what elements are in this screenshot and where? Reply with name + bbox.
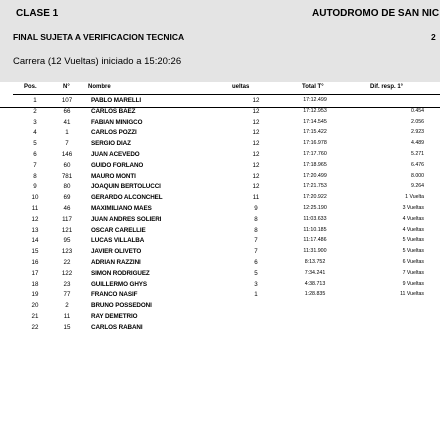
table-row — [0, 118, 440, 129]
cell-pos: 13 — [31, 226, 39, 234]
cell-pos: 8 — [33, 172, 37, 180]
cell-total-time: 8:13.752 — [304, 259, 326, 265]
cell-diff: 9 Vueltas — [402, 280, 424, 287]
table-row — [0, 107, 440, 118]
cell-pos: 17 — [31, 269, 39, 277]
cell-pos: 2 — [33, 107, 37, 115]
cell-diff: 11 Vueltas — [400, 291, 424, 298]
col-laps: ueltas — [232, 84, 250, 90]
cell-diff: 7 Vueltas — [402, 269, 424, 276]
cell-name: JUAN ACEVEDO — [91, 151, 140, 158]
col-total: Total T° — [302, 84, 324, 90]
class-label: CLASE 1 — [16, 8, 59, 19]
cell-name: PABLO MARELLI — [91, 97, 142, 104]
cell-diff: 2.923 — [411, 129, 424, 136]
cell-number: 77 — [63, 291, 71, 299]
cell-number: 1 — [65, 129, 69, 137]
cell-total-time: 1:28.835 — [304, 291, 326, 298]
cell-total-time: 17:12.953 — [303, 107, 327, 114]
cell-diff: 5 Vueltas — [402, 237, 424, 244]
cell-pos: 10 — [31, 194, 39, 202]
cell-total-time: 11:03.633 — [303, 215, 327, 222]
cell-diff: 0.454 — [411, 107, 424, 114]
cell-number: 95 — [63, 237, 71, 245]
cell-name: CARLOS BAEZ — [91, 107, 136, 115]
cell-name: OSCAR CARELLIE — [91, 226, 146, 234]
cell-name: CARLOS RABANI — [91, 323, 143, 331]
cell-total-time: 17:18.965 — [303, 161, 327, 168]
cell-pos: 20 — [31, 302, 39, 310]
table-row — [0, 193, 440, 204]
table-row — [0, 182, 440, 193]
cell-number: 41 — [63, 118, 71, 126]
cell-name: RAY DEMETRIO — [91, 313, 138, 320]
track-label: AUTODROMO DE SAN NIC — [312, 8, 440, 19]
cell-pos: 4 — [33, 129, 37, 137]
cell-number: 60 — [63, 161, 71, 169]
cell-number: 146 — [61, 151, 73, 158]
col-num: N° — [63, 84, 70, 90]
table-row — [0, 204, 440, 215]
cell-pos: 19 — [31, 291, 39, 299]
cell-total-time: 7:34.241 — [304, 269, 326, 276]
cell-laps: 11 — [252, 194, 260, 202]
page-number: 2 — [431, 32, 436, 42]
cell-diff: 9.264 — [411, 183, 424, 190]
cell-pos: 6 — [33, 151, 37, 158]
cell-diff: 5.271 — [411, 151, 424, 157]
cell-laps: 8 — [254, 215, 258, 223]
cell-number: 123 — [61, 248, 73, 256]
cell-pos: 11 — [31, 205, 39, 212]
table-row — [0, 139, 440, 150]
cell-number: 66 — [63, 107, 71, 115]
cell-name: SIMON RODRIGUEZ — [91, 269, 150, 277]
cell-diff: 1 Vuelta — [405, 194, 424, 201]
cell-pos: 22 — [31, 323, 39, 331]
cell-number: 15 — [63, 323, 71, 331]
cell-laps: 12 — [252, 118, 260, 126]
cell-name: JOAQUIN BERTOLUCCI — [91, 183, 161, 191]
cell-number: 80 — [63, 183, 71, 191]
cell-laps: 8 — [254, 226, 258, 234]
cell-laps: 12 — [252, 161, 260, 169]
cell-number: 2 — [65, 302, 69, 310]
cell-total-time: 11:17.486 — [303, 237, 327, 244]
cell-diff: 4.489 — [411, 140, 424, 147]
cell-total-time: 17:16.978 — [303, 140, 327, 147]
cell-diff: 4 Vueltas — [402, 226, 424, 233]
column-headers — [0, 84, 440, 94]
cell-total-time: 17:21.753 — [303, 183, 327, 190]
cell-number: 69 — [63, 194, 71, 202]
cell-laps: 6 — [254, 259, 258, 266]
cell-laps: 5 — [254, 269, 258, 277]
table-row — [0, 312, 440, 323]
cell-laps: 7 — [254, 248, 258, 256]
cell-number: 117 — [62, 215, 72, 223]
cell-pos: 1 — [33, 97, 37, 104]
cell-number: 122 — [61, 269, 73, 277]
cell-laps: 7 — [254, 237, 258, 245]
cell-diff: 6.476 — [411, 161, 424, 168]
col-diff: Dif. resp. 1° — [370, 84, 404, 90]
header-rule — [13, 94, 440, 95]
cell-pos: 21 — [31, 313, 39, 320]
table-row — [0, 172, 440, 183]
cell-pos: 14 — [31, 237, 39, 245]
cell-number: 11 — [63, 313, 71, 320]
cell-laps: 12 — [252, 183, 260, 191]
table-row — [0, 301, 440, 312]
cell-total-time: 11:10.185 — [303, 226, 327, 233]
cell-number: 46 — [63, 205, 71, 212]
cell-laps: 12 — [252, 97, 260, 104]
table-row — [0, 215, 440, 226]
cell-name: LUCAS VILLALBA — [91, 237, 145, 245]
table-row — [0, 247, 440, 258]
cell-number: 107 — [61, 97, 73, 104]
cell-laps: 9 — [254, 205, 258, 212]
table-row — [0, 290, 440, 301]
cell-laps: 12 — [252, 172, 260, 180]
cell-number: 7 — [65, 140, 69, 148]
cell-name: GUIDO FORLANO — [91, 161, 144, 169]
table-row — [0, 323, 440, 334]
cell-total-time: 17:20.499 — [303, 172, 327, 179]
cell-total-time: 17:15.422 — [303, 129, 327, 136]
cell-name: JUAN ANDRES SOLIERI — [91, 215, 162, 223]
cell-name: FRANCO NASIF — [91, 291, 138, 299]
cell-laps: 12 — [252, 107, 260, 115]
cell-pos: 15 — [31, 248, 39, 256]
cell-laps: 12 — [252, 140, 260, 148]
cell-number: 121 — [61, 226, 73, 234]
table-row — [0, 258, 440, 269]
cell-total-time: 17:20.922 — [303, 194, 327, 201]
cell-name: GERARDO ALCONCHEL — [91, 194, 163, 202]
cell-laps: 3 — [254, 280, 258, 288]
cell-pos: 16 — [31, 259, 39, 266]
cell-pos: 12 — [31, 215, 39, 223]
cell-laps: 12 — [252, 151, 260, 158]
col-pos: Pos. — [24, 84, 37, 90]
cell-name: CARLOS POZZI — [91, 129, 137, 137]
status-label: FINAL SUJETA A VERIFICACION TECNICA — [13, 32, 185, 42]
cell-name: MAXIMILIANO MAES — [91, 205, 152, 212]
table-row — [0, 236, 440, 247]
cell-total-time: 11:31.900 — [303, 248, 327, 255]
cell-number: 781 — [61, 172, 73, 180]
cell-name: ADRIAN RAZZINI — [91, 259, 141, 266]
cell-laps: 1 — [254, 291, 258, 299]
cell-number: 22 — [63, 259, 71, 266]
cell-pos: 5 — [33, 140, 37, 148]
cell-name: GUILLERMO GHYS — [91, 280, 147, 288]
cell-number: 23 — [63, 280, 71, 288]
col-name: Nombre — [88, 84, 111, 90]
cell-total-time: 17:12.499 — [303, 97, 327, 103]
cell-total-time: 17:17.760 — [303, 151, 327, 157]
cell-laps: 12 — [252, 129, 260, 137]
cell-diff: 3 Vueltas — [402, 205, 424, 211]
cell-name: JAVIER OLIVETO — [91, 248, 142, 256]
cell-pos: 7 — [33, 161, 37, 169]
cell-name: FABIAN MINIGCO — [91, 118, 143, 126]
cell-diff: 5 Vueltas — [402, 248, 424, 255]
cell-total-time: 17:14.545 — [303, 118, 327, 125]
cell-name: SERGIO DIAZ — [91, 140, 131, 148]
cell-diff: 8.000 — [411, 172, 424, 179]
race-label: Carrera (12 Vueltas) iniciado a 15:20:26 — [13, 56, 182, 67]
cell-diff: 2.056 — [411, 118, 424, 125]
cell-pos: 9 — [33, 183, 37, 191]
cell-pos: 3 — [33, 118, 37, 126]
cell-name: BRUNO POSSEDONI — [91, 302, 152, 310]
table-row — [0, 150, 440, 161]
table-row — [0, 161, 440, 172]
cell-diff: 6 Vueltas — [402, 259, 424, 265]
table-row — [0, 128, 440, 139]
cell-total-time: 4:38.713 — [304, 280, 326, 287]
cell-name: MAURO MONTI — [91, 172, 136, 180]
table-row — [0, 269, 440, 280]
cell-diff: 4 Vueltas — [402, 215, 424, 222]
report-header — [0, 0, 440, 82]
table-row — [0, 280, 440, 291]
table-row — [0, 226, 440, 237]
cell-total-time: 12:25.190 — [303, 205, 327, 211]
cell-pos: 18 — [31, 280, 39, 288]
